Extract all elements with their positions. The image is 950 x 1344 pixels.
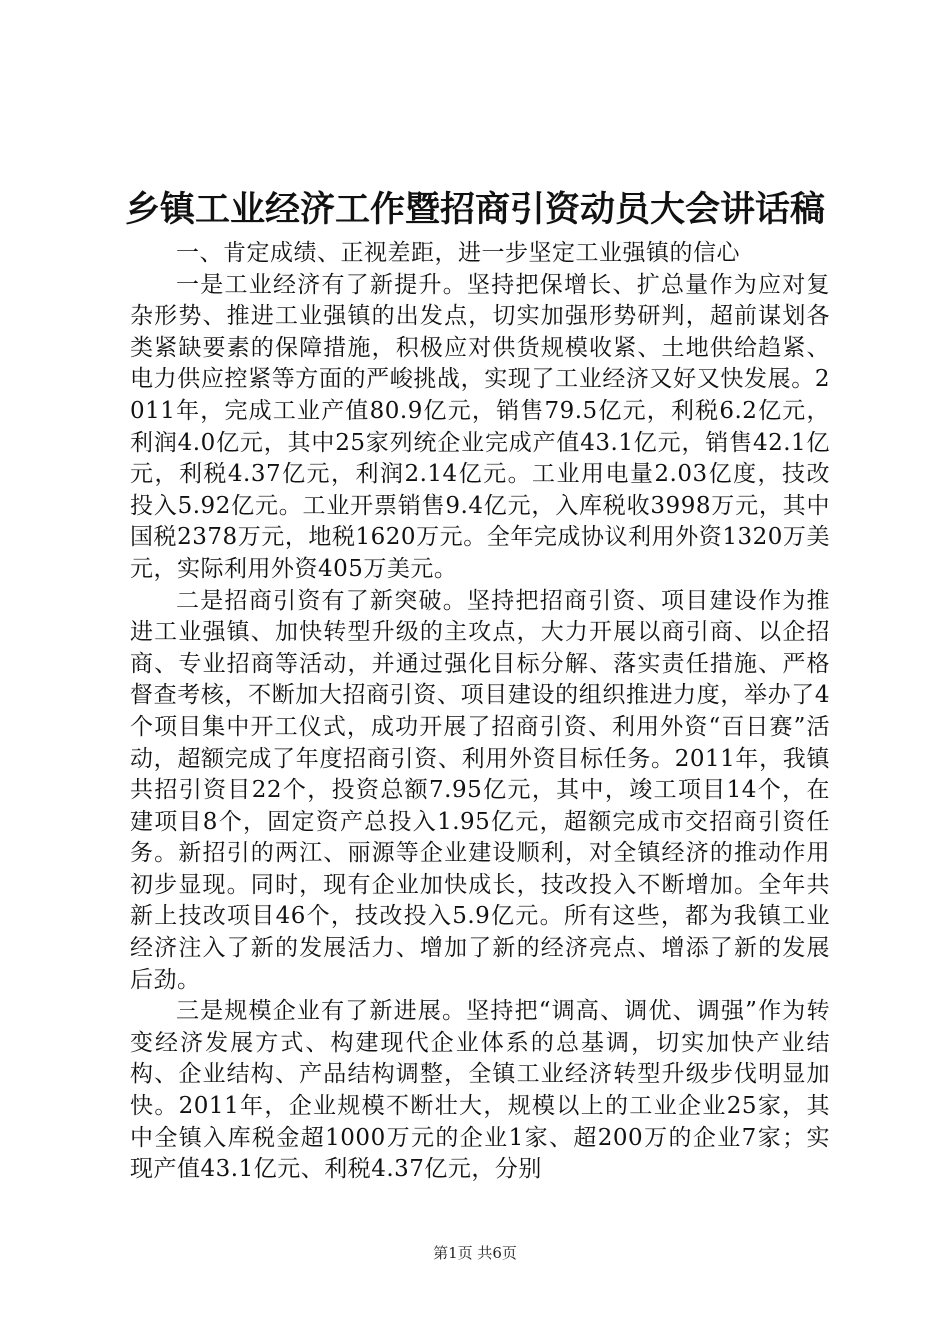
paragraph-investment-attraction: 二是招商引资有了新突破。坚持把招商引资、项目建设作为推进工业强镇、加快转型升级的主攻点，大力开展以商引商、以企招商、专业招商等活动，并通过强化目标分解、落实责任措施、严格督查考核，不断加大招商引资、项目建设的组织推进力度，举办了4个项目集中开工仪式，成功开展了招商引资、利用外资“百日赛”活动，超额完成了年度招商引资、利用外资目标任务。2011年，我镇共招引资目22个，投资总额7.95亿元，其中，竣工项目14个，在建项目8个，固定资产总投入1.95亿元，超额完成市交招商引资任务。新招引的两江、丽源等企业建设顺利，对全镇经济的推动作用初步显现。同时，现有企业加快成长，技改投入不断增加。全年共新上技改项目46个，技改投入5.9亿元。所有这些，都为我镇工业经济注入了新的发展活力、增加了新的经济亮点、增添了新的发展后劲。	[130, 587, 830, 993]
document-title: 乡镇工业经济工作暨招商引资动员大会讲话稿	[124, 189, 825, 230]
section-heading: 一、肯定成绩、正视差距，进一步坚定工业强镇的信心	[176, 240, 740, 266]
paragraph-industrial-economy: 一是工业经济有了新提升。坚持把保增长、扩总量作为应对复杂形势、推进工业强镇的出发点，切实加强形势研判，超前谋划各类紧缺要素的保障措施，积极应对供货规模收紧、土地供给趋紧、电力供应控紧等方面的严峻挑战，实现了工业经济又好又快发展。2011年，完成工业产值80.9亿元，销售79.5亿元，利税6.2亿元，利润4.0亿元，其中25家列统企业完成产值43.1亿元，销售42.1亿元，利税4.37亿元，利润2.14亿元。工业用电量2.03亿度，技改投入5.92亿元。工业开票销售9.4亿元，入库税收3998万元，其中国税2378万元，地税1620万元。全年完成协议利用外资1320万美元，实际利用外资405万美元。	[130, 271, 830, 582]
document-body	[130, 238, 830, 1186]
page-footer: 第1页 共6页	[433, 1244, 517, 1262]
paragraph-scale-enterprises: 三是规模企业有了新进展。坚持把“调高、调优、调强”作为转变经济发展方式、构建现代企业体系的总基调，切实加快产业结构、企业结构、产品结构调整，全镇工业经济转型升级步伐明显加快。2011年，企业规模不断壮大，规模以上的工业企业25家，其中全镇入库税金超1000万元的企业1家、超200万的企业7家；实现产值43.1亿元、利税4.37亿元，分别	[130, 998, 830, 1183]
